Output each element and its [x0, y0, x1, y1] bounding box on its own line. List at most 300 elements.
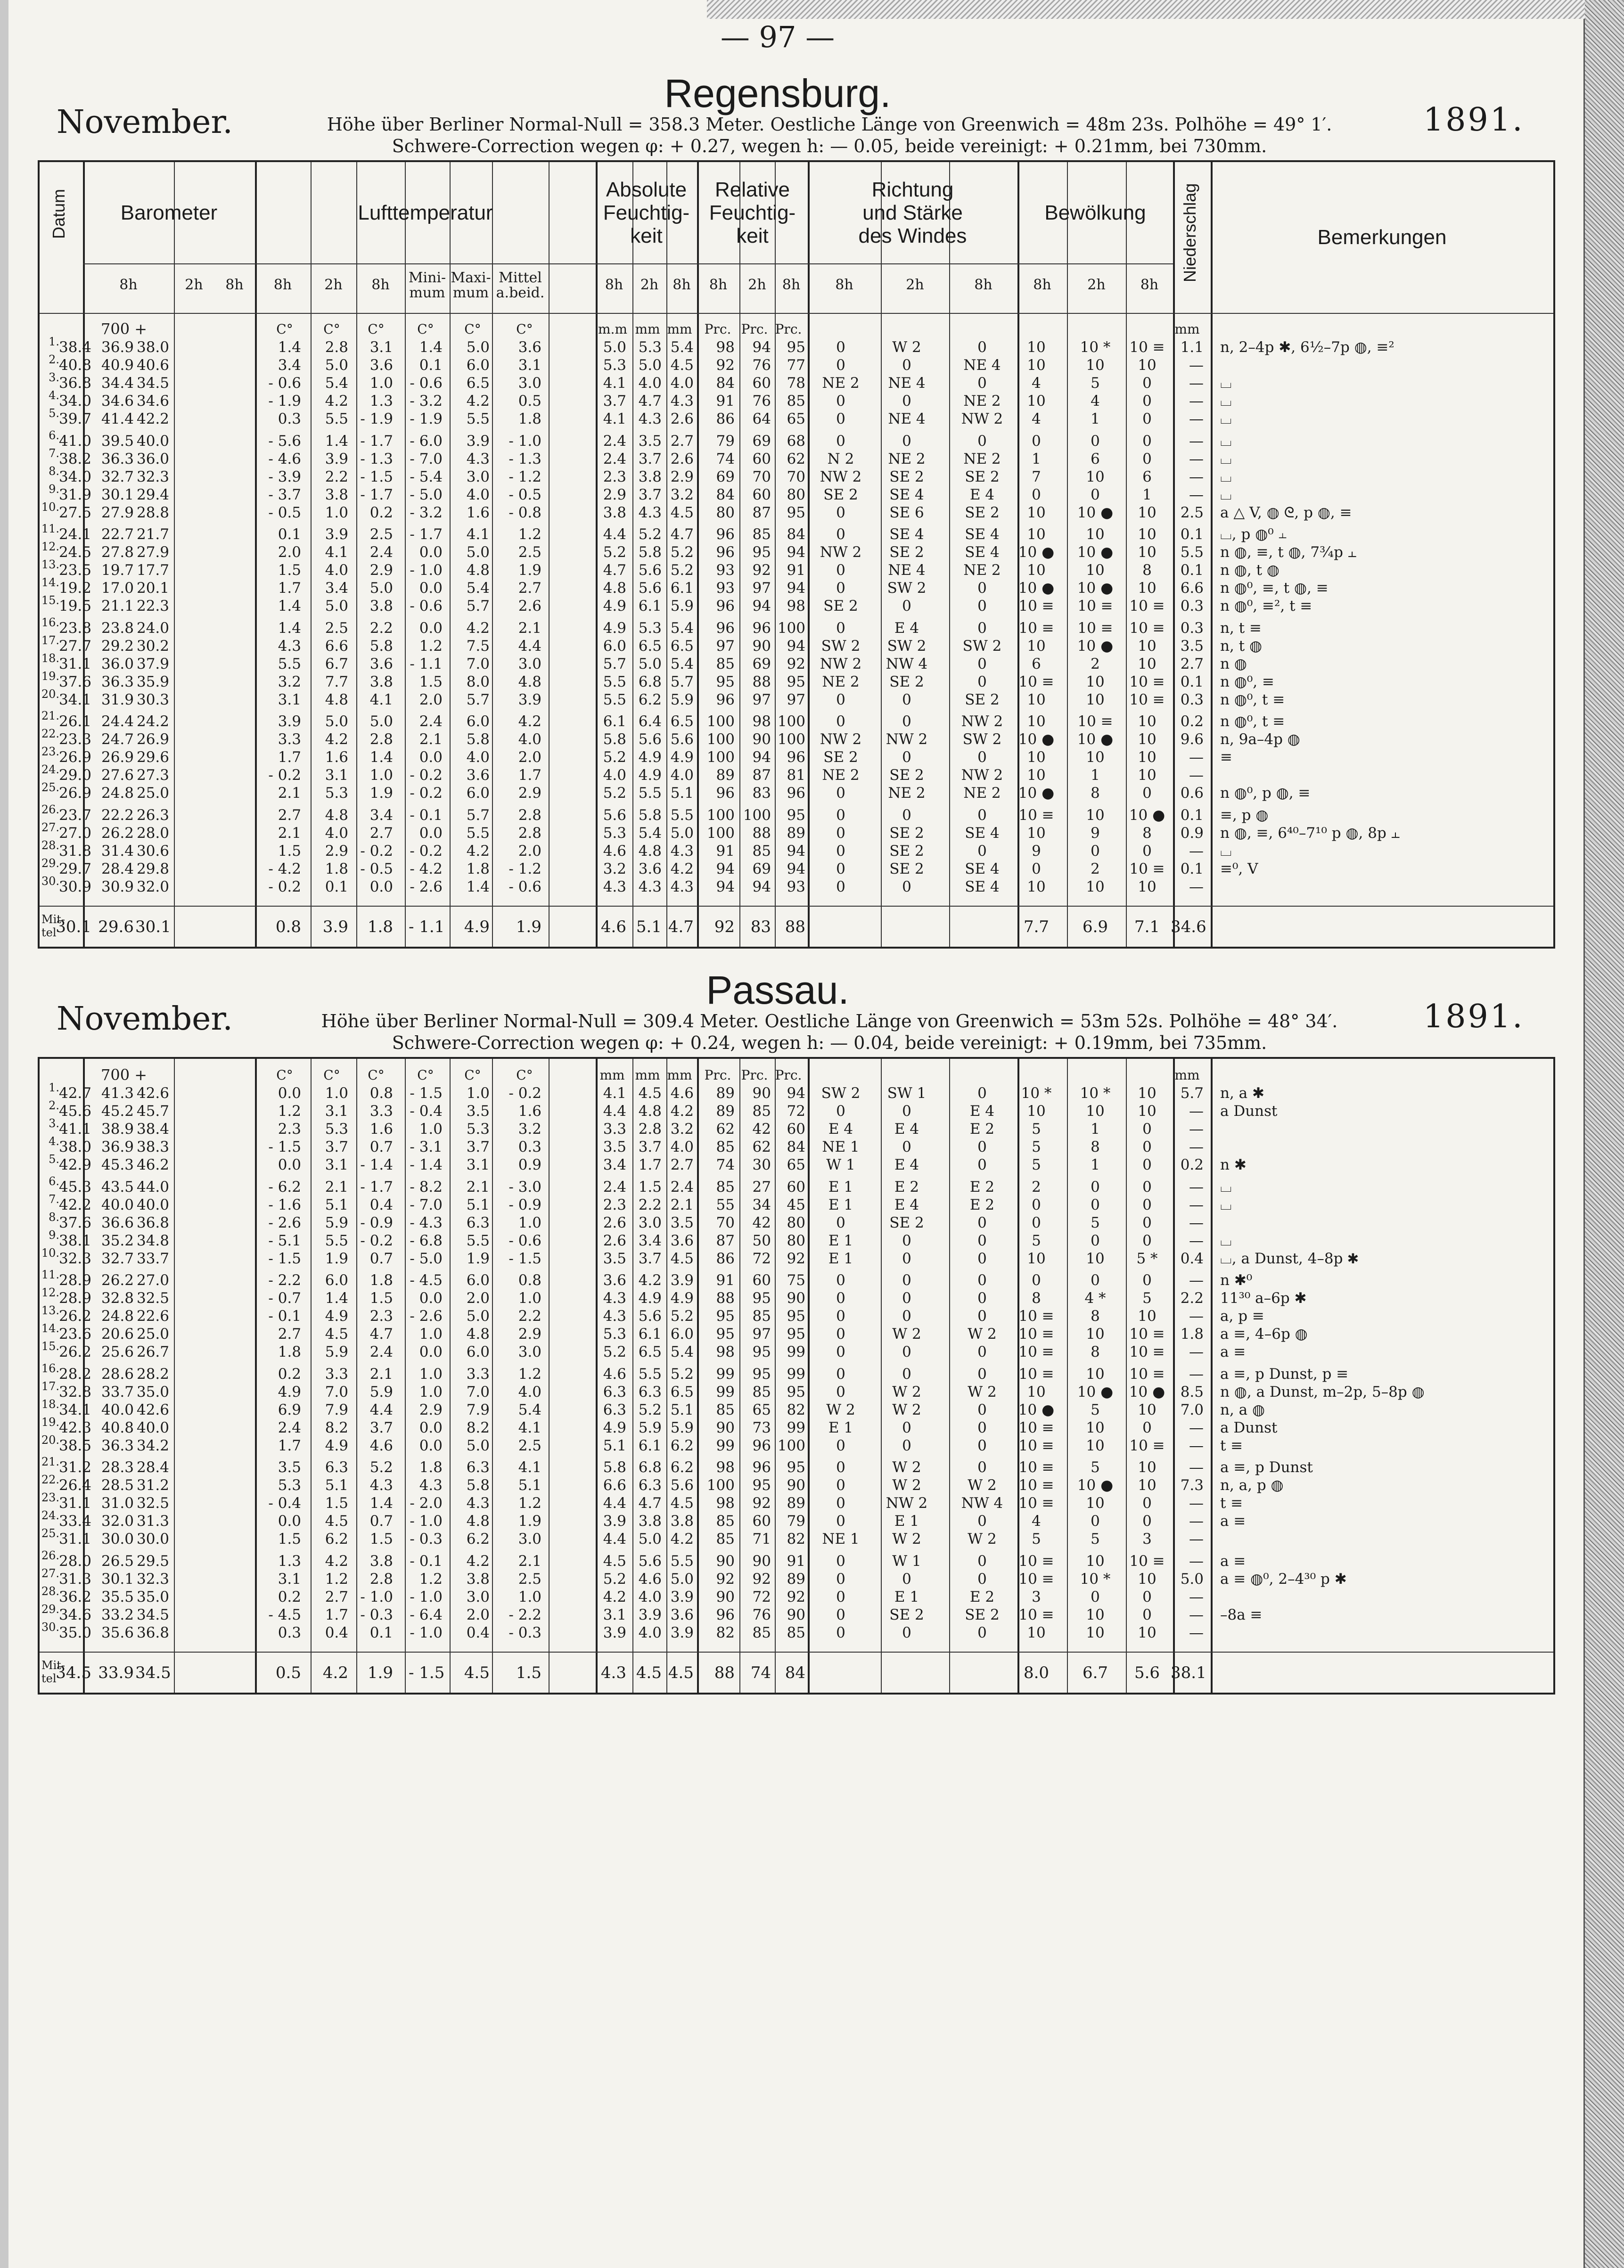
rel-8h-evening: 89 — [787, 824, 805, 842]
temp-min: - 0.1 — [410, 1552, 443, 1570]
rel-8h-evening: 98 — [787, 598, 805, 615]
wind-8h: W 1 — [826, 1156, 855, 1174]
wind-8h-evening: 0 — [977, 432, 987, 450]
temp-min: 1.0 — [419, 1383, 443, 1400]
temp-min: - 3.2 — [410, 504, 443, 521]
subheader-h8: 8h — [782, 277, 801, 293]
bew-8h: 10 ≡ — [1018, 1570, 1054, 1588]
rel-8h: 98 — [716, 339, 735, 356]
bemerkung: n, t ◍ — [1220, 637, 1263, 655]
rel-8h-evening: 85 — [787, 1624, 805, 1641]
rel-8h-evening: 65 — [787, 1156, 805, 1174]
abs-8h: 2.3 — [603, 468, 626, 485]
day-number: 1. — [49, 1081, 59, 1094]
abs-8h-evening: 4.3 — [670, 878, 694, 895]
station-metadata-line1: Höhe über Berliner Normal-Null = 309.4 Meter. Oestliche Länge von Greenwich = 53m 52s. Polhöhe = 48° 34′. — [321, 1011, 1338, 1032]
rel-2h: 85 — [752, 1383, 771, 1400]
wind-2h: E 2 — [894, 1178, 919, 1195]
temp-min: 0.1 — [419, 357, 443, 374]
temp-8h-evening: 1.5 — [369, 1290, 393, 1307]
baro-2h: 32.0 — [101, 1513, 134, 1530]
mittel-bew-8h-evening: 5.6 — [1134, 1663, 1160, 1682]
abs-2h: 2.2 — [638, 1196, 662, 1213]
temp-max: 3.0 — [466, 468, 490, 485]
wind-2h: SE 2 — [889, 767, 924, 784]
abs-8h: 4.0 — [603, 767, 626, 784]
baro-8h-evening: 34.8 — [136, 1232, 169, 1249]
day-number: 3. — [49, 1117, 59, 1130]
temp-2h: 7.0 — [325, 1383, 348, 1400]
baro-8h: 42.7 — [58, 1085, 91, 1102]
temp-8h-evening: 0.2 — [369, 504, 393, 521]
bew-2h: 2 — [1091, 655, 1100, 672]
abs-8h: 5.3 — [603, 824, 626, 842]
temp-max: 7.0 — [466, 655, 490, 672]
rel-2h: 42 — [752, 1121, 771, 1138]
rel-8h: 97 — [716, 637, 735, 655]
niederschlag: 0.9 — [1180, 824, 1204, 842]
rel-8h: 99 — [716, 1383, 735, 1400]
table-row — [40, 1340, 1553, 1361]
temp-8h-evening: 2.5 — [369, 526, 393, 543]
rel-8h: 87 — [716, 1232, 735, 1249]
wind-8h: 0 — [836, 785, 845, 802]
bemerkung: n, a ◍ — [1220, 1401, 1265, 1418]
bew-2h: 10 — [1086, 1624, 1105, 1641]
temp-max: 3.9 — [466, 432, 490, 450]
baro-8h: 41.1 — [58, 1121, 91, 1138]
temp-min: 0.0 — [419, 1290, 443, 1307]
abs-8h: 4.5 — [603, 1552, 626, 1570]
rel-8h-evening: 97 — [787, 691, 805, 708]
temp-min: - 7.0 — [410, 450, 443, 467]
wind-2h: NE 4 — [888, 375, 926, 392]
day-number: 23. — [41, 745, 59, 759]
rel-8h: 89 — [716, 1103, 735, 1120]
rel-2h: 95 — [752, 1290, 771, 1307]
bew-2h: 4 * — [1084, 1290, 1106, 1307]
baro-2h: 28.3 — [101, 1459, 134, 1476]
abs-2h: 4.3 — [638, 878, 662, 895]
niederschlag: — — [1189, 749, 1204, 766]
table-row — [40, 576, 1553, 598]
niederschlag: — — [1189, 842, 1204, 860]
mittel-rule — [40, 906, 1553, 907]
bew-2h: 0 — [1091, 1588, 1100, 1605]
table-row — [40, 1361, 1553, 1384]
abs-8h-evening: 3.5 — [670, 1214, 694, 1231]
baro-8h: 38.4 — [58, 339, 91, 356]
abs-8h-evening: 5.4 — [670, 619, 694, 637]
baro-8h: 31.1 — [58, 655, 91, 672]
bew-8h: 10 ≡ — [1018, 1495, 1054, 1512]
temp-2h: 1.4 — [325, 1290, 348, 1307]
baro-2h: 26.2 — [101, 824, 134, 842]
wind-8h-evening: NW 2 — [961, 713, 1003, 730]
subheader-h2: 2h — [640, 277, 659, 293]
bew-2h: 10 — [1086, 1326, 1105, 1343]
subheader-h8: 8h — [119, 277, 138, 293]
bemerkung: a ≡ — [1220, 1513, 1246, 1530]
baro-8h-evening: 20.1 — [136, 580, 169, 597]
niederschlag: 2.5 — [1180, 504, 1204, 521]
bew-2h: 0 — [1091, 486, 1100, 503]
abs-8h: 4.8 — [603, 580, 626, 597]
temp-8h-evening: 3.7 — [369, 1419, 393, 1436]
baro-2h: 36.9 — [101, 339, 134, 356]
abs-2h: 5.8 — [638, 806, 662, 824]
wind-8h-evening: SE 2 — [965, 468, 1000, 485]
temp-8h: 2.1 — [278, 785, 301, 802]
abs-2h: 3.4 — [638, 1232, 662, 1249]
baro-8h-evening: 37.9 — [136, 655, 169, 672]
temp-8h: - 3.7 — [268, 486, 301, 503]
wind-8h: 0 — [836, 1290, 845, 1307]
niederschlag: — — [1189, 1531, 1204, 1548]
rel-8h: 98 — [716, 1343, 735, 1361]
table-row — [40, 446, 1553, 468]
year-label: 1891. — [1423, 998, 1525, 1035]
temp-2h: 6.2 — [325, 1531, 348, 1548]
baro-8h-evening: 22.6 — [136, 1308, 169, 1325]
unit-label: mm — [667, 321, 692, 337]
rel-8h-evening: 81 — [787, 767, 805, 784]
bew-8h: 10 ≡ — [1018, 1365, 1054, 1383]
baro-8h: 35.0 — [58, 1624, 91, 1641]
abs-8h: 4.4 — [603, 1531, 626, 1548]
abs-2h: 3.7 — [638, 1250, 662, 1267]
wind-8h-evening: NE 2 — [963, 393, 1001, 410]
bemerkung: ⌴ — [1220, 1232, 1232, 1249]
rel-2h: 88 — [752, 673, 771, 690]
baro-8h: 23.8 — [58, 619, 91, 637]
temp-2h: 5.3 — [325, 785, 348, 802]
temp-8h-evening: - 1.0 — [360, 1588, 393, 1605]
bew-8h: 10 ≡ — [1018, 1419, 1054, 1436]
abs-8h: 4.3 — [603, 1290, 626, 1307]
table-row — [40, 389, 1553, 410]
bew-8h: 5 — [1032, 1138, 1041, 1156]
wind-8h-evening: 0 — [977, 1290, 987, 1307]
temp-mittel: 2.1 — [518, 1552, 541, 1570]
rel-2h: 95 — [752, 1365, 771, 1383]
baro-8h-evening: 26.7 — [136, 1343, 169, 1361]
baro-2h: 22.7 — [101, 526, 134, 543]
rel-2h: 60 — [752, 1272, 771, 1289]
bew-8h: 10 — [1027, 713, 1046, 730]
bew-8h-evening: 0 — [1142, 1178, 1152, 1195]
day-number: 16. — [41, 615, 59, 629]
wind-8h: 0 — [836, 562, 845, 579]
temp-mittel: 2.5 — [518, 1437, 541, 1454]
bew-2h: 5 — [1091, 1459, 1100, 1476]
day-number: 11. — [41, 1268, 59, 1281]
abs-8h: 5.2 — [603, 1343, 626, 1361]
temp-max: 5.5 — [466, 824, 490, 842]
bew-8h-evening: 0 — [1142, 1513, 1152, 1530]
wind-8h: 0 — [836, 1588, 845, 1605]
bew-8h: 10 — [1027, 749, 1046, 766]
day-number: 9. — [49, 1228, 59, 1242]
temp-mittel: - 0.9 — [509, 1196, 541, 1213]
temp-min: - 0.4 — [410, 1103, 443, 1120]
baro-8h-evening: 32.5 — [136, 1495, 169, 1512]
day-number: 30. — [41, 874, 59, 888]
table-row — [40, 1527, 1553, 1548]
bew-8h: 10 — [1027, 1624, 1046, 1641]
baro-8h: 24.1 — [58, 526, 91, 543]
day-number: 11. — [41, 522, 59, 535]
baro-8h: 27.0 — [58, 824, 91, 842]
wind-2h: 0 — [902, 1365, 911, 1383]
temp-max: 4.0 — [466, 486, 490, 503]
wind-8h: 0 — [836, 1326, 845, 1343]
table-row — [40, 1620, 1553, 1642]
wind-8h: 0 — [836, 860, 845, 877]
temp-2h: 3.8 — [325, 486, 348, 503]
baro-8h: 23.5 — [58, 562, 91, 579]
bew-8h-evening: 10 — [1138, 713, 1156, 730]
temp-8h-evening: - 0.2 — [360, 842, 393, 860]
niederschlag: 7.0 — [1180, 1401, 1204, 1418]
baro-8h-evening: 28.2 — [136, 1365, 169, 1383]
bew-8h-evening: 10 ≡ — [1129, 339, 1165, 356]
mittel-abs-2h: 4.5 — [636, 1663, 662, 1682]
temp-8h: 2.4 — [278, 1419, 301, 1436]
rel-8h: 90 — [716, 1588, 735, 1605]
bew-2h: 2 — [1091, 860, 1100, 877]
rel-8h: 85 — [716, 655, 735, 672]
bemerkung: n, a, p ◍ — [1220, 1477, 1284, 1494]
table-row — [40, 500, 1553, 522]
month-label: November. — [57, 104, 233, 141]
abs-8h-evening: 6.2 — [670, 1437, 694, 1454]
wind-2h: SE 4 — [889, 526, 924, 543]
rel-8h-evening: 100 — [777, 731, 805, 748]
niederschlag: 0.3 — [1180, 598, 1204, 615]
bew-8h: 10 * — [1021, 1085, 1052, 1102]
unit-label: C° — [323, 1067, 340, 1083]
rel-8h-evening: 95 — [787, 1383, 805, 1400]
bew-8h-evening: 10 — [1138, 526, 1156, 543]
temp-min: - 1.9 — [410, 410, 443, 428]
rel-8h: 90 — [716, 1419, 735, 1436]
bew-8h: 10 ≡ — [1018, 1308, 1054, 1325]
table-row — [40, 1268, 1553, 1290]
bemerkung: a ≡, 4–6p ◍ — [1220, 1326, 1308, 1343]
abs-8h-evening: 3.6 — [670, 1606, 694, 1623]
bew-2h: 10 — [1086, 357, 1105, 374]
abs-8h: 4.6 — [603, 842, 626, 860]
temp-min: 0.0 — [419, 749, 443, 766]
bew-8h-evening: 1 — [1142, 486, 1152, 503]
temp-8h-evening: 1.0 — [369, 767, 393, 784]
baro-2h: 41.4 — [101, 410, 134, 428]
temp-min: 2.0 — [419, 691, 443, 708]
temp-8h-evening: 4.1 — [369, 691, 393, 708]
subheader-h8: 8h — [371, 277, 390, 293]
wind-8h-evening: 0 — [977, 1250, 987, 1267]
bew-2h: 10 ≡ — [1077, 598, 1113, 615]
day-number: 9. — [49, 482, 59, 496]
bew-8h: 10 ≡ — [1018, 598, 1054, 615]
wind-header: Richtung und Stärke des Windes — [858, 178, 967, 248]
temp-2h: 1.6 — [325, 749, 348, 766]
temp-8h: - 3.9 — [268, 468, 301, 485]
wind-8h-evening: SE 2 — [965, 1606, 1000, 1623]
temp-2h: 3.4 — [325, 580, 348, 597]
temp-mittel: 2.1 — [518, 619, 541, 637]
bemerkung: ⌴ — [1220, 410, 1232, 428]
mittel-temp-mittel: 1.9 — [516, 917, 541, 936]
bemerkung: ⌴ — [1220, 1196, 1232, 1213]
temp-min: - 0.2 — [410, 767, 443, 784]
temp-max: 5.7 — [466, 691, 490, 708]
temp-mittel: 3.0 — [518, 375, 541, 392]
wind-8h-evening: SE 4 — [965, 860, 1000, 877]
baro-2h: 41.3 — [101, 1085, 134, 1102]
baro-2h: 33.7 — [101, 1383, 134, 1400]
rel-8h: 85 — [716, 1531, 735, 1548]
temp-min: - 4.5 — [410, 1272, 443, 1289]
rel-2h: 73 — [752, 1419, 771, 1436]
rel-8h: 100 — [706, 713, 735, 730]
bew-2h: 10 — [1086, 1437, 1105, 1454]
temp-max: 4.2 — [466, 1552, 490, 1570]
rel-8h: 96 — [716, 785, 735, 802]
abs-2h: 4.8 — [638, 842, 662, 860]
bew-8h: 10 — [1027, 878, 1046, 895]
rel-2h: 27 — [752, 1178, 771, 1195]
wind-8h-evening: SE 4 — [965, 878, 1000, 895]
bew-8h-evening: 10 — [1138, 1570, 1156, 1588]
bewoelkung-header: Bewölkung — [1044, 201, 1146, 224]
rel-8h: 100 — [706, 824, 735, 842]
day-number: 7. — [49, 1192, 59, 1206]
baro-2h: 40.8 — [101, 1419, 134, 1436]
bemerkung: t ≡ — [1220, 1495, 1243, 1512]
header-rule — [83, 263, 1173, 264]
temp-8h-evening: 0.7 — [369, 1250, 393, 1267]
temp-8h-evening: 2.7 — [369, 824, 393, 842]
wind-8h: 0 — [836, 1103, 845, 1120]
rel-8h: 94 — [716, 878, 735, 895]
temp-min: 0.0 — [419, 1419, 443, 1436]
rel-2h: 69 — [752, 432, 771, 450]
temp-8h: 0.1 — [278, 526, 301, 543]
baro-2h: 24.4 — [101, 713, 134, 730]
wind-8h: 0 — [836, 619, 845, 637]
temp-mittel: 4.1 — [518, 1419, 541, 1436]
rel-2h: 96 — [752, 619, 771, 637]
wind-8h: SE 2 — [823, 486, 858, 503]
rel-2h: 60 — [752, 450, 771, 467]
rel-8h-evening: 94 — [787, 580, 805, 597]
rel-2h: 97 — [752, 1326, 771, 1343]
bew-8h: 3 — [1032, 1588, 1041, 1605]
bew-2h: 5 — [1091, 1401, 1100, 1418]
unit-label: mm — [1174, 321, 1200, 337]
niederschlag: — — [1189, 1272, 1204, 1289]
wind-8h-evening: 0 — [977, 655, 987, 672]
table-row — [40, 1192, 1553, 1214]
abs-8h: 6.3 — [603, 1401, 626, 1418]
unit-label: Prc. — [775, 321, 802, 337]
wind-8h-evening: W 2 — [968, 1326, 997, 1343]
temp-min: - 0.6 — [410, 598, 443, 615]
temp-8h-evening: - 1.4 — [360, 1156, 393, 1174]
temp-2h: 6.6 — [325, 637, 348, 655]
rel-8h-evening: 60 — [787, 1121, 805, 1138]
bew-8h-evening: 10 ≡ — [1129, 1437, 1165, 1454]
temp-2h: 3.7 — [325, 1138, 348, 1156]
temp-min: 1.4 — [419, 339, 443, 356]
bew-8h: 10 ≡ — [1018, 806, 1054, 824]
abs-2h: 4.7 — [638, 393, 662, 410]
bew-2h: 8 — [1091, 1343, 1100, 1361]
abs-8h-evening: 4.7 — [670, 526, 694, 543]
abs-2h: 5.6 — [638, 1308, 662, 1325]
temp-8h: - 1.9 — [268, 393, 301, 410]
baro-2h: 19.7 — [101, 562, 134, 579]
temp-max: 0.4 — [466, 1624, 490, 1641]
bew-8h: 10 ● — [1018, 731, 1055, 748]
baro-8h-evening: 34.2 — [136, 1437, 169, 1454]
temp-8h-evening: 0.4 — [369, 1196, 393, 1213]
baro-8h: 29.0 — [58, 767, 91, 784]
wind-2h: W 2 — [892, 339, 921, 356]
mittel-bew-2h: 6.7 — [1082, 1663, 1108, 1682]
day-number: 14. — [41, 576, 59, 590]
bew-8h-evening: 10 — [1138, 767, 1156, 784]
temp-8h-evening: 2.8 — [369, 1570, 393, 1588]
wind-8h: 0 — [836, 1495, 845, 1512]
baro-8h-evening: 35.9 — [136, 673, 169, 690]
abs-2h: 6.8 — [638, 1459, 662, 1476]
abs-8h-evening: 4.5 — [670, 1495, 694, 1512]
bemerkung: –8a ≡ — [1220, 1606, 1263, 1623]
temp-max: 5.7 — [466, 806, 490, 824]
rel-2h: 60 — [752, 486, 771, 503]
table-row — [40, 669, 1553, 691]
temp-max: 4.2 — [466, 842, 490, 860]
abs-8h-evening: 4.5 — [670, 357, 694, 374]
temp-min: - 5.4 — [410, 468, 443, 485]
day-number: 1. — [49, 335, 59, 348]
abs-2h: 3.8 — [638, 468, 662, 485]
table-row — [40, 1210, 1553, 1232]
bew-8h: 10 — [1027, 767, 1046, 784]
rel-2h: 30 — [752, 1156, 771, 1174]
day-number: 21. — [41, 1455, 59, 1468]
bemerkung: n ✱ — [1220, 1156, 1247, 1174]
bew-2h: 1 — [1091, 1156, 1100, 1174]
temp-max: 5.8 — [466, 731, 490, 748]
day-number: 27. — [41, 820, 59, 834]
abs-8h: 4.2 — [603, 1588, 626, 1605]
rel-8h: 95 — [716, 1326, 735, 1343]
subheader-h2: 2h — [906, 277, 924, 293]
wind-2h: NE 4 — [888, 562, 926, 579]
niederschlag: 7.3 — [1180, 1477, 1204, 1494]
baro-8h: 32.8 — [58, 1383, 91, 1400]
table-frame — [38, 160, 1555, 949]
bemerkung: ⌴ — [1220, 375, 1232, 392]
abs-2h: 4.8 — [638, 1103, 662, 1120]
baro-8h: 38.0 — [58, 1138, 91, 1156]
mittel-rel-2h: 74 — [750, 1663, 771, 1682]
subheader-h2: 2h — [1087, 277, 1106, 293]
